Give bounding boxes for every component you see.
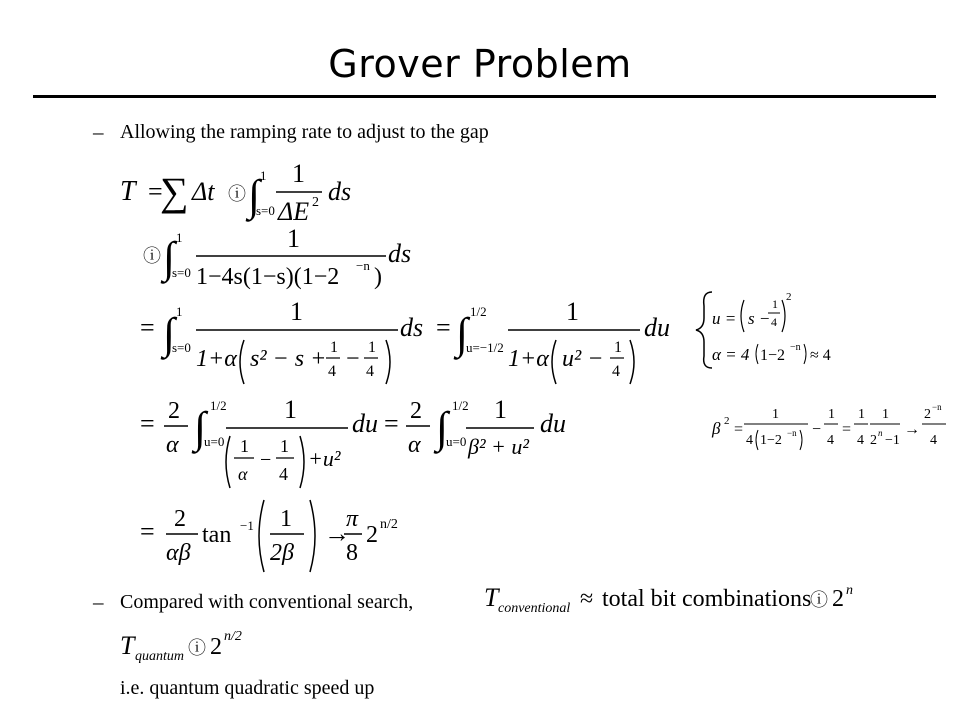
- one-plus-alpha: 1+α: [508, 346, 549, 372]
- integral-lower: s=0: [172, 265, 191, 280]
- side-frac3-num: 1: [858, 407, 865, 422]
- side-frac4-num: 1: [882, 407, 889, 422]
- one-plus-alpha: 1+α: [196, 346, 237, 372]
- s-terms: s² − s +: [250, 346, 327, 372]
- side-sup2: 2: [786, 291, 792, 303]
- equals-sign: =: [384, 409, 399, 438]
- bullet-marker: –: [93, 120, 104, 144]
- equation-line-2: [143, 224, 411, 290]
- quarter-den: 4: [279, 464, 288, 484]
- equals-sign: =: [140, 313, 155, 342]
- side-frac3-den: 4: [857, 433, 864, 448]
- minus-sign: −: [260, 449, 272, 471]
- beta2-plus-u2: β² + u²: [468, 434, 529, 459]
- alpha-beta-den: αβ: [166, 540, 191, 566]
- denominator: 1−4s(1−s)(1−2: [196, 264, 340, 290]
- side-approx-4: ≈ 4: [810, 347, 831, 364]
- T-conventional: T: [484, 583, 499, 612]
- pi-num: π: [346, 506, 359, 532]
- delta-e: ΔE: [278, 197, 310, 226]
- conclusion-text: i.e. quantum quadratic speed up: [120, 677, 375, 699]
- side-beta-sup: 2: [724, 415, 730, 427]
- tan-inverse-sup: −1: [240, 518, 254, 533]
- ds: ds: [388, 239, 412, 268]
- integral-upper: 1/2: [470, 304, 487, 319]
- exponent-neg-n: −n: [356, 258, 370, 273]
- side-definitions-u-alpha: [696, 291, 831, 368]
- n-sup: n: [846, 583, 853, 598]
- integral-lower: u=0: [204, 434, 225, 449]
- alpha-den: α: [408, 432, 421, 458]
- u-terms: u² −: [562, 346, 604, 372]
- quarter-num: 1: [330, 339, 338, 356]
- side-frac2-den: 4: [827, 433, 834, 448]
- approx-glyph: ⓘ: [143, 246, 161, 266]
- T-quantum: T: [120, 631, 135, 660]
- approx-glyph: ⓘ: [188, 638, 206, 658]
- quarter-num: 1: [614, 339, 622, 356]
- side-quarter-num: 1: [772, 297, 778, 311]
- two-beta-den: 2β: [270, 540, 294, 566]
- fraction-numerator: 1: [290, 297, 303, 326]
- page-title: Grover Problem: [328, 42, 632, 86]
- side-eq: =: [734, 421, 744, 438]
- quarter-den: 4: [366, 363, 374, 380]
- integral-sign: ∫: [163, 309, 176, 358]
- integral-upper: 1: [176, 230, 183, 245]
- bullet-text-ramping: Allowing the ramping rate to adjust to the gap: [120, 121, 489, 143]
- arrow: →: [324, 519, 350, 548]
- delta-t: Δt: [192, 177, 215, 206]
- one-num: 1: [280, 506, 292, 532]
- equals-sign: =: [140, 409, 155, 438]
- quarter-den: 4: [328, 363, 336, 380]
- side-u: u =: [712, 309, 737, 328]
- side-frac4-den-n: n: [878, 428, 883, 438]
- equation-line-3: [140, 297, 670, 384]
- two-num: 2: [168, 398, 180, 424]
- equals-sign: =: [148, 177, 163, 206]
- equation-line-4: [140, 395, 566, 488]
- exponent-2: 2: [312, 195, 319, 210]
- equals-sign: =: [436, 313, 451, 342]
- integral-upper: 1/2: [210, 398, 227, 413]
- minus-sign: −: [346, 346, 360, 372]
- du: du: [352, 409, 378, 438]
- integral-sign: ∫: [163, 233, 176, 282]
- n-over-2-sup: n/2: [380, 517, 398, 532]
- side-frac1-num: 1: [772, 407, 779, 422]
- quarter-num: 1: [280, 436, 289, 456]
- du: du: [644, 313, 670, 342]
- side-eq: =: [842, 421, 852, 438]
- integral-upper: 1: [260, 168, 267, 183]
- side-alpha-tail: 1−2: [760, 347, 786, 364]
- conventional-subscript: conventional: [498, 601, 571, 616]
- ds: ds: [400, 313, 424, 342]
- two-base: 2: [366, 522, 378, 548]
- side-neg-n: −n: [790, 342, 801, 353]
- summation-sign: ∑: [160, 169, 189, 214]
- fraction-numerator: 1: [292, 159, 305, 188]
- plus-u2: +u²: [308, 446, 341, 471]
- quarter-den: 4: [612, 363, 620, 380]
- integral-lower: u=−1/2: [466, 340, 504, 355]
- integral-sign: ∫: [194, 403, 207, 452]
- ds: ds: [328, 177, 352, 206]
- symbol-T: T: [120, 176, 136, 207]
- fraction-numerator: 1: [494, 395, 507, 424]
- fraction-numerator: 1: [287, 224, 300, 253]
- equation-line-1: [120, 159, 351, 226]
- side-frac4-den-minus1: −1: [885, 433, 900, 448]
- side-minus: −: [812, 421, 822, 438]
- integral-lower: s=0: [256, 203, 275, 218]
- conventional-equation: [484, 583, 853, 616]
- two-base: 2: [832, 586, 844, 612]
- side-s-minus: s −: [748, 309, 771, 328]
- two-num: 2: [410, 398, 422, 424]
- two-num: 2: [174, 506, 186, 532]
- side-alpha: α = 4: [712, 345, 750, 364]
- integral-sign: ∫: [456, 309, 469, 358]
- close-paren: ): [374, 264, 382, 290]
- side-frac1-den-tail: 1−2: [760, 433, 782, 448]
- integral-upper: 1: [176, 304, 183, 319]
- approx-glyph: ⓘ: [810, 590, 828, 610]
- approx-glyph: ⓘ: [228, 184, 246, 204]
- quantum-equation: [120, 629, 242, 664]
- side-definition-beta: [711, 402, 946, 450]
- quantum-subscript: quantum: [135, 649, 184, 664]
- fraction-numerator: 1: [284, 395, 297, 424]
- side-frac4-den-2: 2: [870, 433, 877, 448]
- bullet-marker: –: [93, 590, 104, 614]
- integral-sign: ∫: [436, 403, 449, 452]
- side-frac2-num: 1: [828, 407, 835, 422]
- side-beta: β: [712, 419, 721, 438]
- equals-sign: =: [140, 517, 155, 546]
- integral-lower: u=0: [446, 434, 467, 449]
- bullet-text-conventional: Compared with conventional search,: [120, 591, 414, 613]
- one-over-alpha-den: α: [238, 464, 248, 484]
- fraction-numerator: 1: [566, 297, 579, 326]
- side-frac5-num-sup: −n: [932, 402, 942, 412]
- du: du: [540, 409, 566, 438]
- one-over-alpha-num: 1: [240, 436, 249, 456]
- quarter-num: 1: [368, 339, 376, 356]
- n-over-2-sup: n/2: [224, 629, 242, 644]
- total-bit-combinations: total bit combinations: [602, 586, 812, 612]
- integral-upper: 1/2: [452, 398, 469, 413]
- eight-den: 8: [346, 540, 358, 566]
- equation-line-5: [140, 500, 398, 572]
- two-base: 2: [210, 634, 222, 660]
- tan: tan: [202, 522, 232, 548]
- side-frac1-den-sup: −n: [787, 428, 797, 438]
- approx-sign: ≈: [580, 586, 594, 612]
- side-frac5-den: 4: [930, 433, 937, 448]
- integral-lower: s=0: [172, 340, 191, 355]
- integral-sign: ∫: [248, 171, 261, 220]
- alpha-den: α: [166, 432, 179, 458]
- side-quarter-den: 4: [771, 315, 777, 329]
- side-frac1-den-4: 4: [746, 433, 753, 448]
- side-arrow: →: [904, 421, 920, 438]
- side-frac5-num-2: 2: [924, 407, 931, 422]
